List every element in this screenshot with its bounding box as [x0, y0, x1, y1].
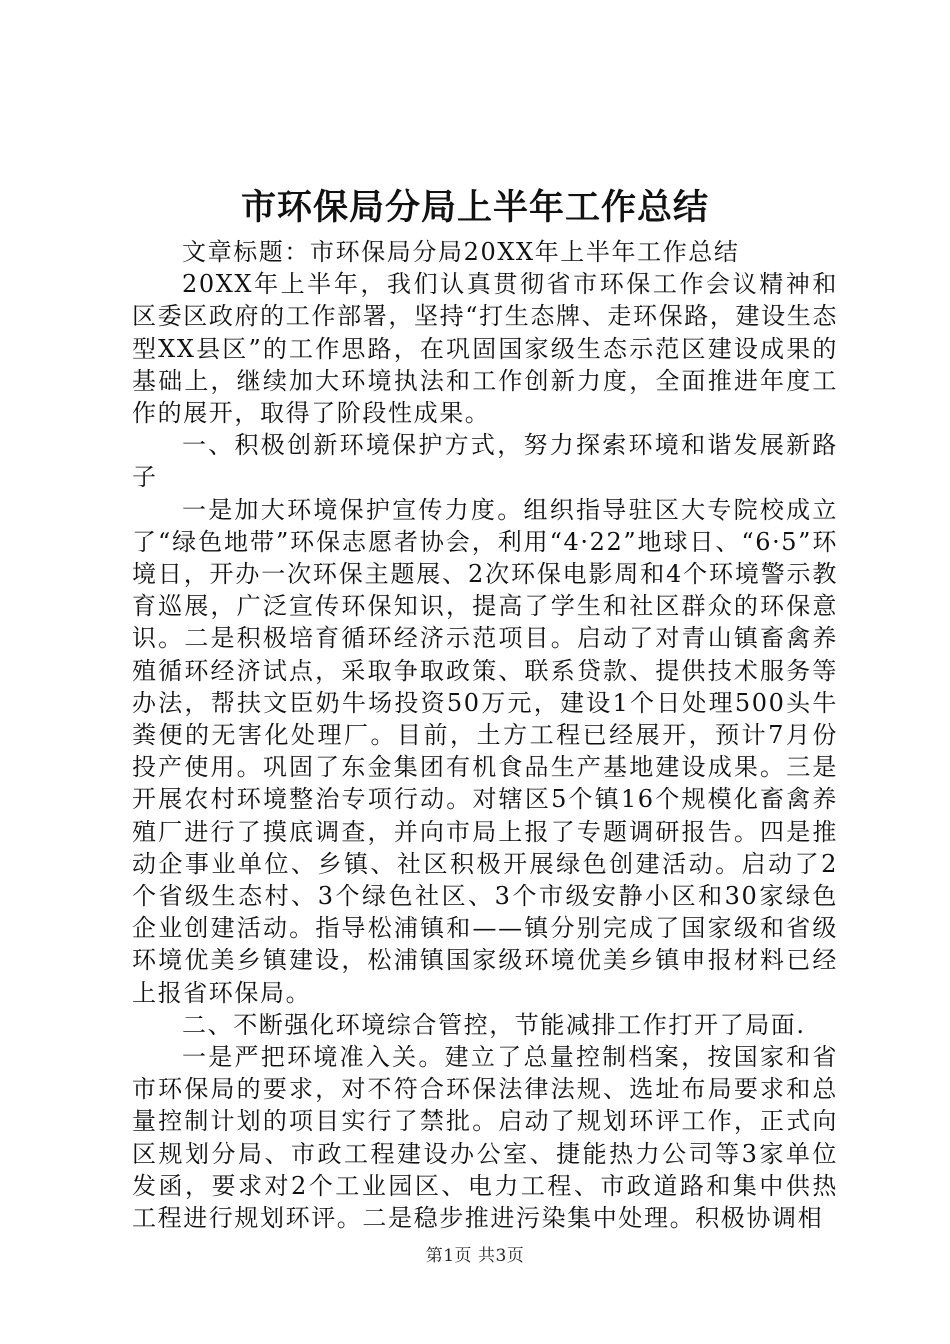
section-1-body: 一是加大环境保护宣传力度。组织指导驻区大专院校成立了“绿色地带”环保志愿者协会，利用“4·22”地球日、“6·5”环境日，开办一次环保主题展、2次环保电影周和4个环境警示教育巡展，广泛宣传环保知识，提高了学生和社区群众的环保意识。二是积极培育循环经济示范项目。启动了对青山镇畜禽养殖循环经济试点，采取争取政策、联系贷款、提供技术服务等办法，帮扶文臣奶牛场投资50万元，建设1个日处理500头牛粪便的无害化处理厂。目前，土方工程已经展开，预计7月份投产使用。巩固了东金集团有机食品生产基地建设成果。三是开展农村环境整治专项行动。对辖区5个镇16个规模化畜禽养殖厂进行了摸底调查，并向市局上报了专题调研报告。四是推动企事业单位、乡镇、社区积极开展绿色创建活动。启动了2个省级生态村、3个绿色社区、3个市级安静小区和30家绿色企业创建活动。指导松浦镇和——镇分别完成了国家级和省级环境优美乡镇建设，松浦镇国家级环境优美乡镇申报材料已经上报省环保局。: [132, 495, 838, 1007]
article-title-line: 文章标题：市环保局分局20XX年上半年工作总结: [182, 238, 740, 266]
section-2-body: 一是严把环境准入关。建立了总量控制档案，按国家和省市环保局的要求，对不符合环保法律法规、选址布局要求和总量控制计划的项目实行了禁批。启动了规划环评工作，正式向区规划分局、市政工程建设办公室、捷能热力公司等3家单位发函，要求对2个工业园区、电力工程、市政道路和集中供热工程进行规划环评。二是稳步推进污染集中处理。积极协调相: [132, 1043, 838, 1233]
intro-paragraph: 20XX年上半年，我们认真贯彻省市环保工作会议精神和区委区政府的工作部署，坚持“打生态牌、走环保路，建设生态型XX县区”的工作思路，在巩固国家级生态示范区建设成果的基础上，继续加大环境执法和工作创新力度，全面推进年度工作的展开，取得了阶段性成果。: [132, 270, 838, 428]
document-body: [132, 236, 838, 1234]
page-number-footer: 第1页 共3页: [425, 1246, 525, 1266]
section-heading-2: 二、不断强化环境综合管控，节能减排工作打开了局面.: [182, 1010, 806, 1039]
section-heading-1: 一、积极创新环境保护方式，努力探索环境和谐发展新路子: [132, 431, 838, 492]
document-title: 市环保局分局上半年工作总结: [240, 187, 709, 228]
